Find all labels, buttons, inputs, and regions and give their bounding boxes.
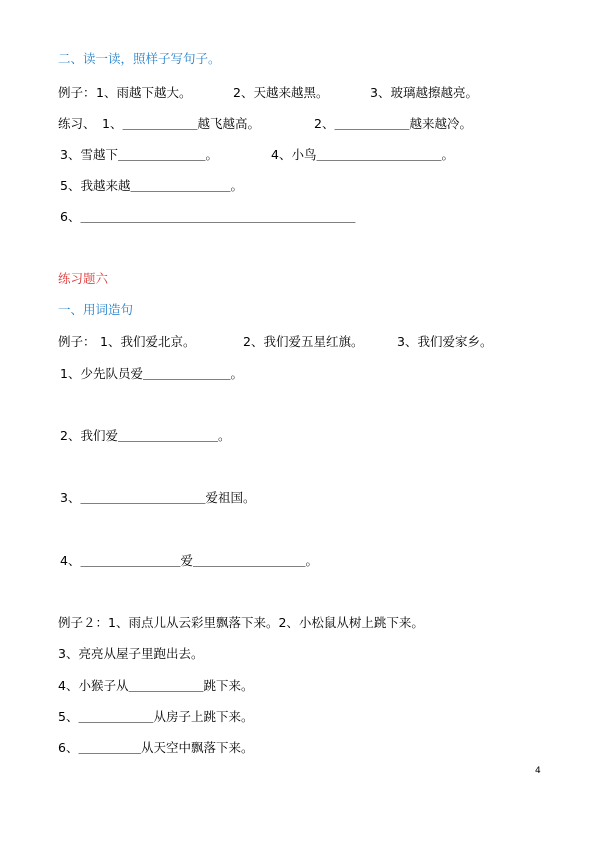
example-label-2: 例子： xyxy=(58,334,96,349)
example-3: 3、玻璃越擦越亮。 xyxy=(370,85,478,100)
practice-1: 1、＿＿＿＿＿＿越飞越高。 xyxy=(102,116,260,131)
sentence-5: 5、＿＿＿＿＿＿从房子上跳下来。 xyxy=(58,709,254,724)
practice-4: 4、小鸟＿＿＿＿＿＿＿＿＿＿。 xyxy=(271,147,454,162)
practice-2: 2、＿＿＿＿＿＿越来越冷。 xyxy=(314,116,472,131)
practice-label: 练习、 xyxy=(58,116,96,131)
make-sentence-2: 2、我们爱＿＿＿＿＿＿＿＿。 xyxy=(60,428,231,443)
example-2-line: 例子２：1、雨点儿从云彩里飘落下来。2、小松鼠从树上跳下来。 xyxy=(58,615,424,630)
make-sentence-example-1: 1、我们爱北京。 xyxy=(100,334,196,349)
make-sentence-1: 1、少先队员爱＿＿＿＿＿＿＿。 xyxy=(60,366,243,381)
example-2: 2、天越来越黑。 xyxy=(233,85,329,100)
section-1-title: 一、用词造句 xyxy=(58,302,134,317)
practice-6: 6、＿＿＿＿＿＿＿＿＿＿＿＿＿＿＿＿＿＿＿＿＿＿ xyxy=(60,209,356,224)
make-sentence-example-3: 3、我们爱家乡。 xyxy=(397,334,493,349)
sentence-6: 6、＿＿＿＿＿从天空中飘落下来。 xyxy=(58,740,254,755)
practice-3: 3、雪越下＿＿＿＿＿＿＿。 xyxy=(60,147,218,162)
sentence-3: 3、亮亮从屋子里跑出去。 xyxy=(58,646,204,661)
example-label: 例子： xyxy=(58,85,96,100)
section-2-title: 二、读一读，照样子写句子。 xyxy=(58,51,221,66)
practice-5: 5、我越来越＿＿＿＿＿＿＿＿。 xyxy=(60,178,243,193)
page-number: 4 xyxy=(535,766,541,776)
exercise-6-title: 练习题六 xyxy=(58,271,109,286)
example-1: 1、雨越下越大。 xyxy=(96,85,192,100)
make-sentence-example-2: 2、我们爱五星红旗。 xyxy=(243,334,364,349)
make-sentence-4: 4、＿＿＿＿＿＿＿＿爱＿＿＿＿＿＿＿＿＿。 xyxy=(60,553,318,568)
sentence-4: 4、小猴子从＿＿＿＿＿＿跳下来。 xyxy=(58,678,254,693)
make-sentence-3: 3、＿＿＿＿＿＿＿＿＿＿爱祖国。 xyxy=(60,490,256,505)
